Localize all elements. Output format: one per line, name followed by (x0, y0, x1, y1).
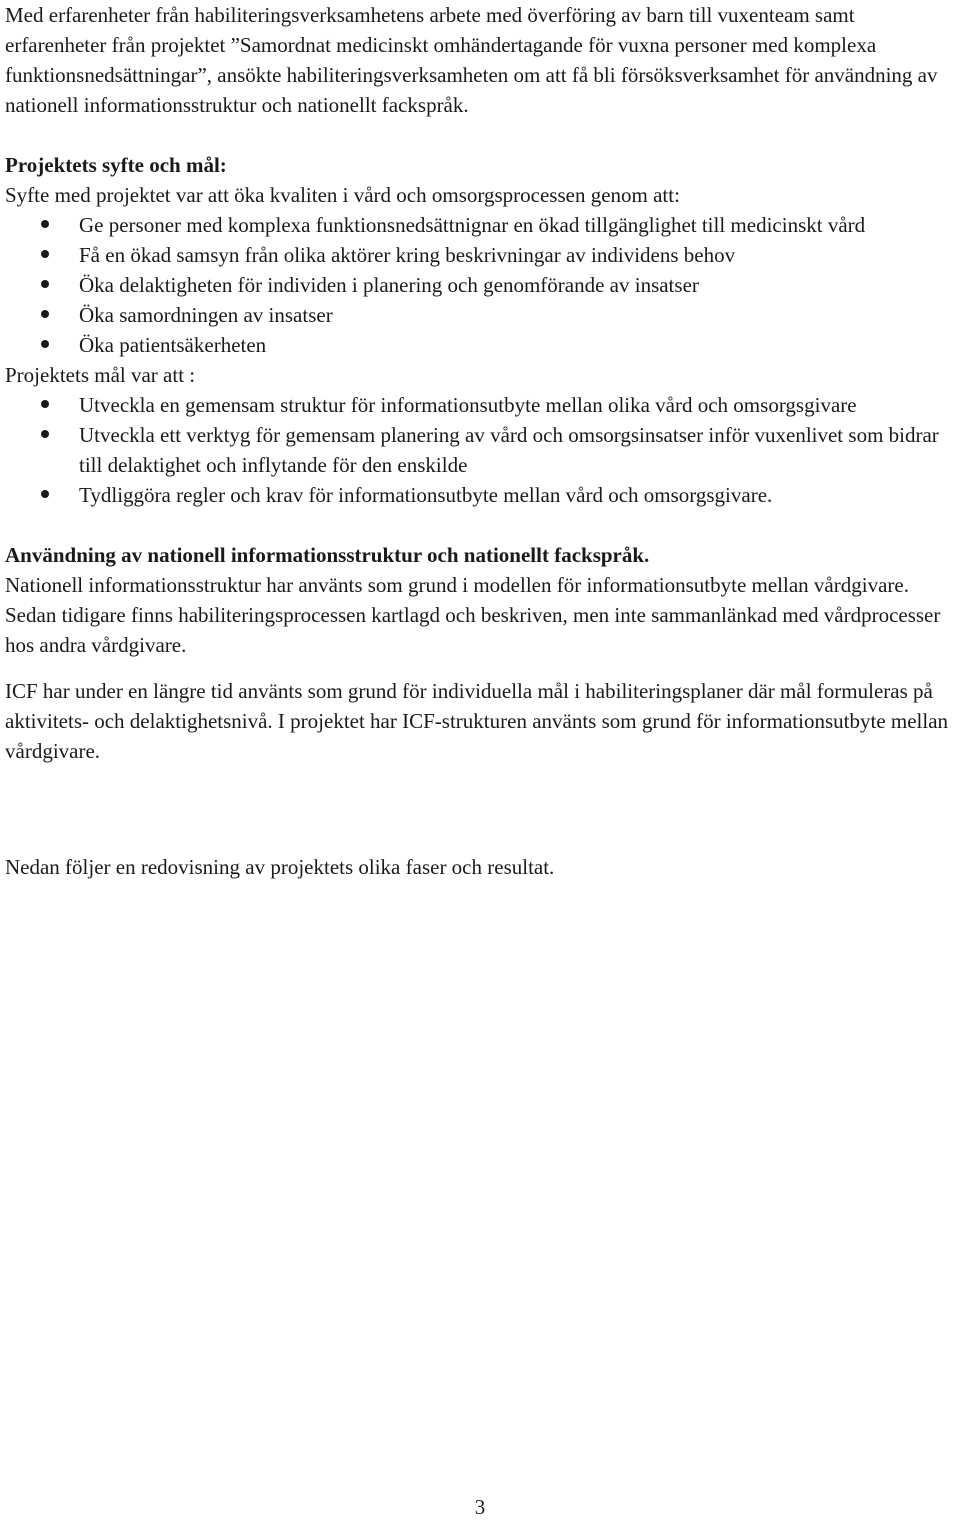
usage-paragraph-1: Nationell informationsstruktur har använts som grund i modellen för informationsutbyte mellan vårdgivare. Sedan tidigare finns habiliteringsprocessen kartlagd och beskriven, men inte sammanlänkad med vårdprocesser hos andra vårdgivare. (5, 573, 941, 657)
list-item: Öka samordningen av insatser (5, 300, 955, 330)
bullet-icon (41, 340, 49, 348)
purpose-lead: Syfte med projektet var att öka kvaliten i vård och omsorgsprocessen genom att: (5, 183, 680, 207)
list-item: Utveckla en gemensam struktur för informationsutbyte mellan olika vård och omsorgsgivare (5, 390, 955, 420)
list-item: Öka delaktigheten för individen i planering och genomförande av insatser (5, 270, 955, 300)
intro-paragraph: Med erfarenheter från habiliteringsverksamhetens arbete med överföring av barn till vuxenteam samt erfarenheter från projektet ”Samordnat medicinskt omhändertagande för vuxna personer med komplexa funktionsnedsättningar”, ansökte habiliteringsverksamheten om att få bli försöksverksamhet för användning av nationell informationsstruktur och nationellt fackspråk. (5, 3, 938, 117)
closing-paragraph: Nedan följer en redovisning av projektets olika faser och resultat. (5, 855, 555, 879)
bullet-icon (41, 490, 49, 498)
page-number: 3 (474, 1495, 486, 1519)
list-item: Öka patientsäkerheten (5, 330, 955, 360)
document-page (5, 0, 955, 882)
purpose-heading: Projektets syfte och mål: (5, 153, 227, 177)
bullet-icon (41, 310, 49, 318)
list-item: Få en ökad samsyn från olika aktörer kring beskrivningar av individens behov (5, 240, 955, 270)
list-item: Utveckla ett verktyg för gemensam planering av vård och omsorgsinsatser inför vuxenlivet som bidrar till delaktighet och inflytande för den enskilde (5, 420, 955, 480)
list-item: Tydliggöra regler och krav för informationsutbyte mellan vård och omsorgsgivare. (5, 480, 955, 510)
list-item: Ge personer med komplexa funktionsnedsättnignar en ökad tillgänglighet till medicinskt vård (5, 210, 955, 240)
bullet-icon (41, 220, 49, 228)
goals-lead: Projektets mål var att : (5, 363, 196, 387)
bullet-icon (41, 430, 49, 438)
goals-list (5, 390, 955, 510)
usage-paragraph-2: ICF har under en längre tid använts som grund för individuella mål i habiliteringsplaner där mål formuleras på aktivitets- och delaktighetsnivå. I projektet har ICF-strukturen använts som grund för informationsutbyte mellan vårdgivare. (5, 679, 949, 763)
bullet-icon (41, 280, 49, 288)
purpose-list (5, 210, 955, 360)
usage-heading: Användning av nationell informationsstruktur och nationellt fackspråk. (5, 543, 650, 567)
bullet-icon (41, 250, 49, 258)
bullet-icon (41, 400, 49, 408)
